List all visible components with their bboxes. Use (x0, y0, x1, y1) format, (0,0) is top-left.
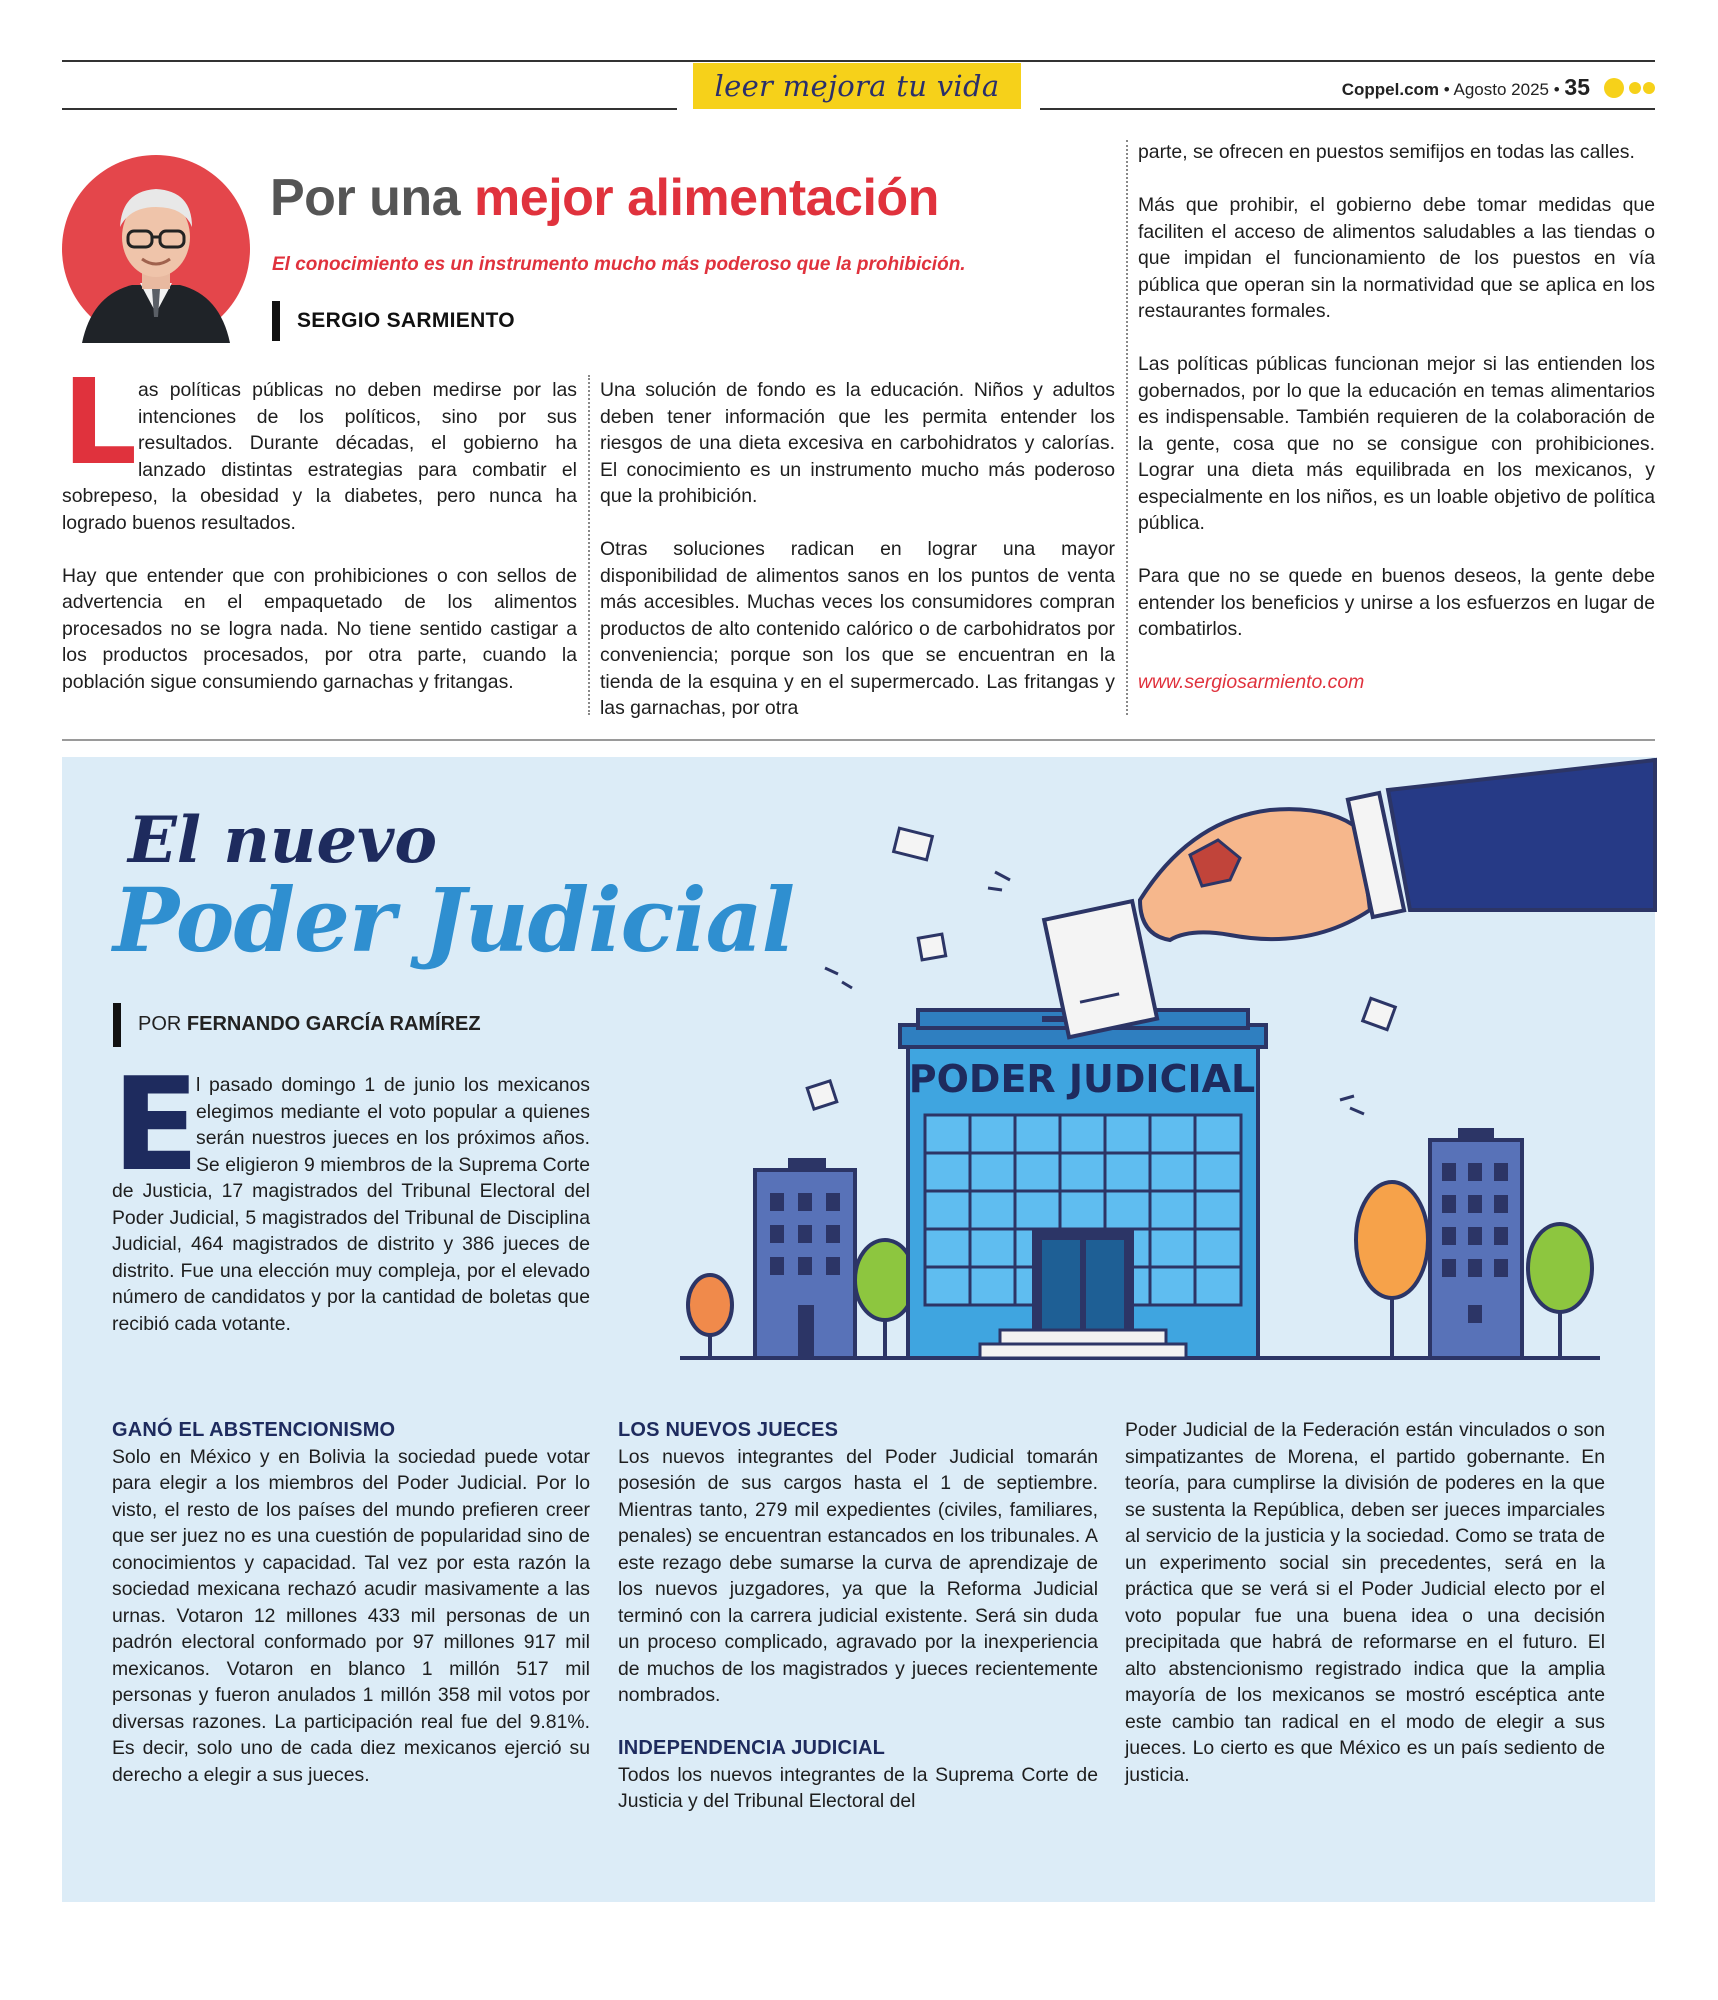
title-part-red: mejor alimentación (474, 169, 939, 227)
article1-column-2 (600, 377, 1115, 722)
byline-prefix: POR (138, 1013, 182, 1035)
title-part-gray: Por una (270, 169, 461, 227)
meta-bullet: • (1443, 80, 1450, 99)
header-rule-bottom-left (62, 108, 677, 110)
article1-title (270, 168, 939, 228)
header-rule-top (62, 60, 1655, 62)
article2-author: FERNANDO GARCÍA RAMÍREZ (186, 1013, 481, 1035)
header-dots-icon (1604, 78, 1656, 98)
byline-marker (113, 1003, 121, 1047)
paragraph: Para que no se quede en buenos deseos, la gente debe entender los beneficios y unirse a los esfuerzos en lugar de combatirlos. (1138, 565, 1655, 640)
building-sign: PODER JUDICIAL (908, 1057, 1256, 1101)
article2-title-line1: El nuevo (128, 803, 438, 878)
article2-lead (112, 1072, 590, 1337)
paragraph: Hay que entender que con prohibiciones o con sellos de advertencia en el empaquetado de los alimentos procesados no se logra nada. No tiene sentido castigar a los productos procesados, por otra parte, cuando la población sigue consumiendo garnachas y fritangas. (62, 564, 577, 693)
header-meta (1342, 74, 1590, 101)
issue-date: Agosto 2025 (1453, 80, 1549, 99)
paragraph: Poder Judicial de la Federación están vinculados o son simpatizantes de Morena, el partido gobernante. En teoría, para cumplirse la división de poderes en la que se sustenta la República, deben ser jueces imparciales al servicio de la justicia y la sociedad. Como se trata de un experimento social sin precedentes, será en la práctica que se verá si el Poder Judicial electo por el voto popular fue una buena idea o una decisión precipitada que habrá de reformarse en el futuro. El alto abstencionismo registrado indica que la amplia mayoría de los mexicanos se mostró escéptica ante este cambio tan radical en el modo de elegir a sus jueces. Lo cierto es que México es un país sediento de justicia. (1125, 1419, 1605, 1786)
paragraph: l pasado domingo 1 de junio los mexicanos elegimos mediante el voto popular a quienes serán nuestros jueces en los próximos años. Se eligieron 9 miembros de la Suprema Corte de Justicia, 17 magistrados del Tribunal Electoral del Poder Judicial, 5 magistrados del Tribunal de Disciplina Judicial, 464 magistrados de distrito y 386 jueces de distrito. Fue una elección muy compleja, por el elevado número de candidatos y por la cantidad de boletas que recibió cada votante. (112, 1074, 590, 1335)
article1-column-1 (62, 377, 577, 695)
paragraph: Todos los nuevos integrantes de la Suprema Corte de Justicia y del Tribunal Electoral del (618, 1763, 1098, 1812)
article2-title-line2: Poder Judicial (113, 868, 795, 972)
article1-subtitle: El conocimiento es un instrumento mucho más poderoso que la prohibición. (272, 254, 966, 275)
page-number: 35 (1564, 74, 1590, 100)
paragraph: Solo en México y en Bolivia la sociedad puede votar para elegir a los miembros del Poder Judicial. Por lo visto, el resto de los países del mundo prefieren creer que ser juez no es una cuestión de popularidad sino de conocimientos y capacidad. Tal vez por esta razón la sociedad mexicana rechazó acudir masivamente a las urnas. Votaron 12 millones 433 mil personas de un padrón electoral conformado por 97 millones 917 mil mexicanos. Votaron en blanco 1 millón 517 mil personas y fueron anulados 1 millón 358 mil votos por diversas razones. La participación real fue del 9.81%. Es decir, solo uno de cada diez mexicanos ejerció su derecho a elegir a sus jueces. (112, 1445, 590, 1786)
article2-column-2 (618, 1417, 1098, 1815)
site-name: Coppel.com (1341, 80, 1440, 99)
section-heading: LOS NUEVOS JUECES (618, 1419, 839, 1441)
article1-column-3 (1138, 139, 1655, 696)
article1-author: SERGIO SARMIENTO (297, 309, 515, 332)
section-heading: INDEPENDENCIA JUDICIAL (618, 1737, 886, 1759)
column-divider (1126, 140, 1128, 715)
header-tagline: leer mejora tu vida (693, 63, 1021, 109)
section-heading: GANÓ EL ABSTENCIONISMO (112, 1419, 396, 1441)
meta-bullet: • (1553, 80, 1560, 99)
section-separator (62, 739, 1655, 741)
paragraph: Los nuevos integrantes del Poder Judicial tomarán posesión de sus cargos hasta el 1 de septiembre. Mientras tanto, 279 mil expedientes (civiles, familiares, penales) se encuentran estancados en los tribunales. A este rezago debe sumarse la curva de aprendizaje de los nuevos juzgadores, ya que la Reforma Judicial terminó con la carrera judicial existente. Será sin duda un proceso complicado, agravado por la inexperiencia de muchos de los magistrados y jueces recientemente nombrados. (618, 1445, 1098, 1706)
paragraph: parte, se ofrecen en puestos semifijos en todas las calles. (1138, 141, 1635, 163)
article2-column-3 (1125, 1417, 1605, 1788)
drop-cap-letter: E (112, 1051, 200, 1200)
drop-cap-letter: L (62, 353, 138, 491)
paragraph: Una solución de fondo es la educación. Niños y adultos deben tener información que les permita entender los riesgos de una dieta excesiva en carbohidratos y calorías. El conocimiento es un instrumento mucho más poderoso que la prohibición. (600, 379, 1115, 507)
author-website-link[interactable]: www.sergiosarmiento.com (1138, 671, 1365, 693)
author-portrait (62, 155, 250, 343)
ballot-box-courthouse-illustration (670, 760, 1655, 1368)
header-rule-bottom-right (1040, 108, 1655, 110)
paragraph: Las políticas públicas funcionan mejor si las entienden los gobernados, por lo que la educación en temas alimentarios es indispensable. También requieren de la colaboración de la gente, cosa que no se consigue con prohibiciones. Lograr una dieta más equilibrada en los mexicanos, y especialmente en los niños, es un loable objetivo de política pública. (1138, 353, 1655, 534)
author-marker (272, 301, 280, 341)
article2-column-1 (112, 1417, 590, 1788)
paragraph: Más que prohibir, el gobierno debe tomar medidas que faciliten el acceso de alimentos saludables a las tiendas o que impidan el funcionamiento de los puestos en vía pública que operan sin la normatividad que se aplica en los restaurantes formales. (1138, 194, 1655, 322)
paragraph: as políticas públicas no deben medirse por las intenciones de los políticos, sino por sus resultados. Durante décadas, el gobierno ha lanzado distintas estrategias para combatir el sobrepeso, la obesidad y la diabetes, pero nunca ha logrado buenos resultados. (62, 379, 577, 534)
article2-byline (138, 1013, 481, 1036)
column-divider (588, 375, 590, 715)
paragraph: Otras soluciones radican en lograr una mayor disponibilidad de alimentos sanos en los puntos de venta más accesibles. Muchas veces los consumidores compran productos de alto contenido calórico o de carbohidratos por conveniencia; porque son los que se encuentran en la tienda de la esquina y en el supermercado. Las fritangas y las garnachas, por otra (600, 538, 1115, 719)
